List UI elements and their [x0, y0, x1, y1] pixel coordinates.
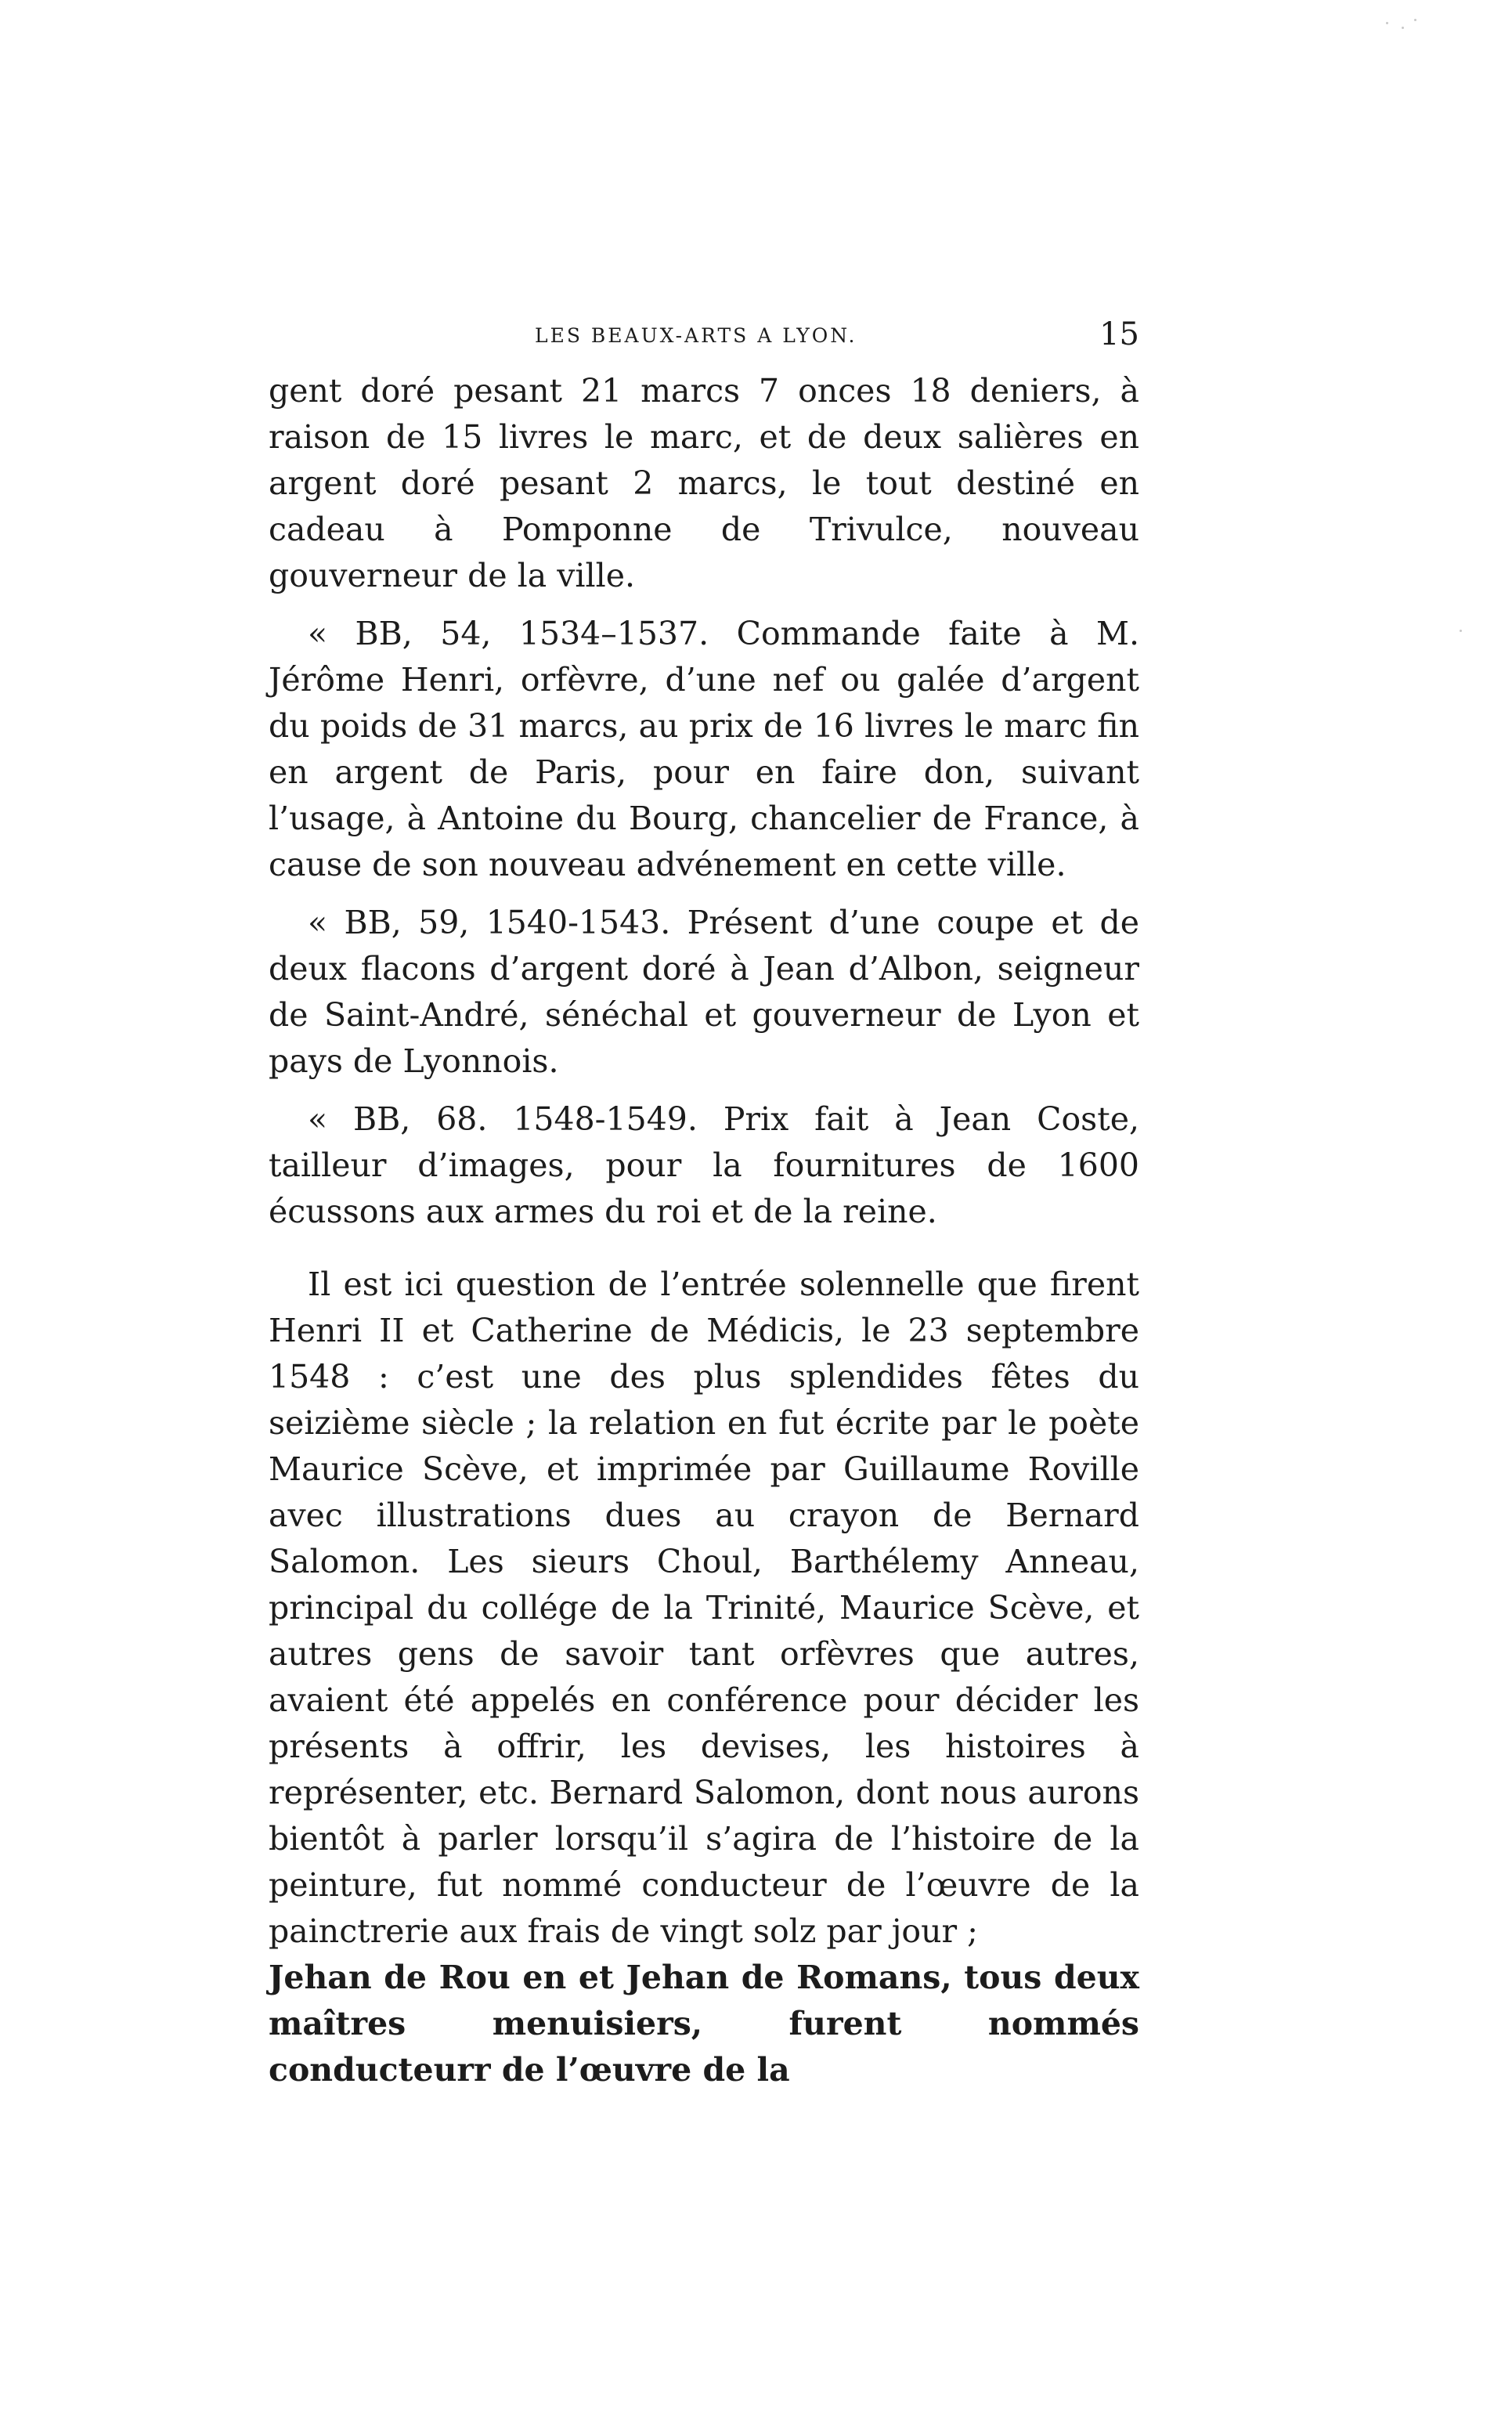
paragraph-bb-54: « BB, 54, 1534–1537. Commande faite à M. Jérôme Henri, orfèvre, d’une nef ou galée d’argent du poids de 31 marcs, au prix de 16 livres le marc fin en argent de Paris, pour en faire don, suivant l’usage, à Antoine du Bourg, chancelier de France, à cause de son nouveau advénement en cette ville.: [269, 615, 1139, 883]
paragraph-bb-68: « BB, 68. 1548-1549. Prix fait à Jean Coste, tailleur d’images, pour la fournitures de 1600 écussons aux armes du roi et de la reine.: [269, 1100, 1139, 1230]
running-title: LES BEAUX-ARTS A LYON.: [535, 324, 857, 347]
paper-speck: [1386, 22, 1388, 24]
paper-speck: [1402, 27, 1404, 29]
paper-speck: [1460, 630, 1462, 632]
paragraph-continuation: gent doré pesant 21 marcs 7 onces 18 deniers, à raison de 15 livres le marc, et de deux salières en argent doré pesant 2 marcs, le tout destiné en cadeau à Pomponne de Trivulce, nouveau gouverneur de la ville.: [269, 372, 1139, 594]
paper-speck: [1414, 19, 1416, 21]
paragraph-commentary: Il est ici question de l’entrée solennelle que firent Henri II et Catherine de Médicis, le 23 septembre 1548 : c’est une des plus splendides fêtes du seizième siècle ; la relation en fut écrite par le poète Maurice Scève, et imprimée par Guillaume Roville avec illustrations dues au crayon de Bernard Salomon. Les sieurs Choul, Barthélemy Anneau, principal du collége de la Trinité, Maurice Scève, et autres gens de savoir tant orfèvres que autres, avaient été appelés en conférence pour décider les présents à offrir, les devises, les histoires à représenter, etc. Bernard Salomon, dont nous aurons bientôt à parler lorsqu’il s’agira de l’histoire de la peinture, fut nommé conducteur de l’œuvre de la painctrerie aux frais de vingt solz par jour ;: [269, 1266, 1139, 1950]
body-text: [269, 368, 1139, 2093]
paragraph-commentary-bold: Jehan de Rou en et Jehan de Romans, tous deux maîtres menuisiers, furent nommés conducteurr de l’œuvre de la: [269, 1959, 1139, 2089]
page-header: [269, 316, 1139, 360]
paragraph-bb-59: « BB, 59, 1540-1543. Présent d’une coupe et de deux flacons d’argent doré à Jean d’Albon, seigneur de Saint-André, sénéchal et gouverneur de Lyon et pays de Lyonnois.: [269, 904, 1139, 1080]
page-number: 15: [1099, 316, 1139, 352]
